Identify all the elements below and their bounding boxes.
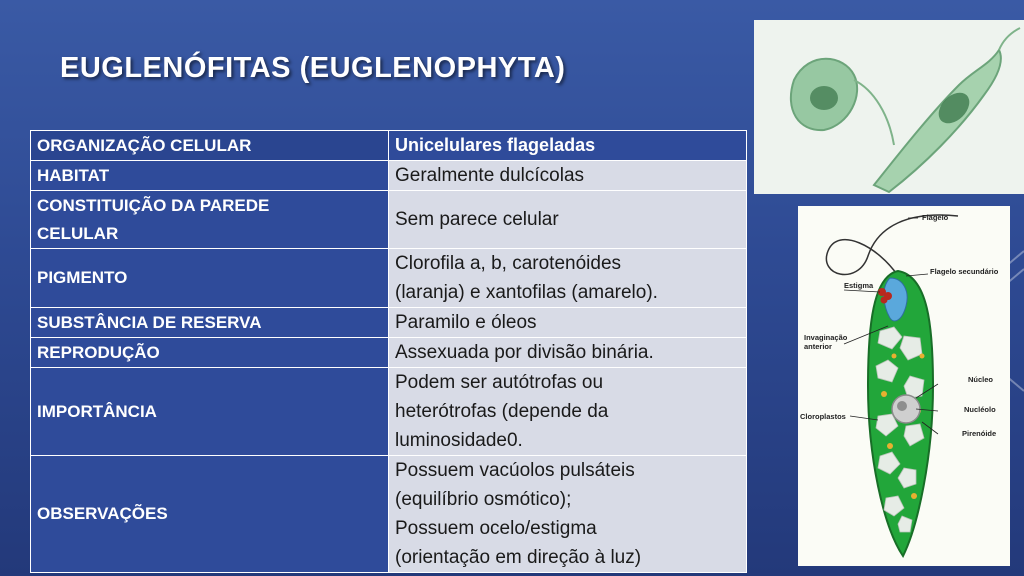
row-value: Sem parece celular bbox=[389, 191, 747, 249]
label-estigma: Estigma bbox=[844, 281, 874, 290]
label-nucleolo: Nucléolo bbox=[964, 405, 996, 414]
label-flagelo-secundario: Flagelo secundário bbox=[930, 267, 999, 276]
row-key: SUBSTÂNCIA DE RESERVA bbox=[31, 308, 389, 338]
euglena-diagram-illustration bbox=[798, 206, 1010, 566]
label-invaginacao-2: anterior bbox=[804, 342, 832, 351]
label-cloroplastos: Cloroplastos bbox=[800, 412, 846, 421]
row-key: OBSERVAÇÕES bbox=[31, 456, 389, 573]
table-row bbox=[31, 191, 747, 249]
row-value: Possuem vacúolos pulsáteis (equilíbrio osmótico); Possuem ocelo/estigma (orientação em direção à luz) bbox=[389, 456, 747, 573]
table-row bbox=[31, 308, 747, 338]
row-key: PIGMENTO bbox=[31, 249, 389, 308]
row-value: Podem ser autótrofas ou heterótrofas (depende da luminosidade0. bbox=[389, 368, 747, 456]
table-row bbox=[31, 456, 747, 573]
table-row bbox=[31, 368, 747, 456]
info-table bbox=[30, 130, 747, 573]
row-key: CONSTITUIÇÃO DA PAREDE CELULAR bbox=[31, 191, 389, 249]
label-pirenoide: Pirenóide bbox=[962, 429, 997, 438]
euglena-diagram bbox=[798, 206, 1010, 566]
row-value: Clorofila a, b, carotenóides (laranja) e xantofilas (amarelo). bbox=[389, 249, 747, 308]
row-key: REPRODUÇÃO bbox=[31, 338, 389, 368]
label-nucleo: Núcleo bbox=[968, 375, 994, 384]
row-value: Paramilo e óleos bbox=[389, 308, 747, 338]
table-row bbox=[31, 131, 747, 161]
table-row bbox=[31, 161, 747, 191]
label-flagelo: Flagelo bbox=[922, 213, 949, 222]
slide-title: EUGLENÓFITAS (EUGLENOPHYTA) bbox=[60, 52, 566, 84]
euglena-photo-illustration bbox=[754, 20, 1024, 194]
table-row bbox=[31, 338, 747, 368]
label-invaginacao-1: Invaginação bbox=[804, 333, 848, 342]
row-value: Unicelulares flageladas bbox=[389, 131, 747, 161]
table-row bbox=[31, 249, 747, 308]
row-key: IMPORTÂNCIA bbox=[31, 368, 389, 456]
row-value: Geralmente dulcícolas bbox=[389, 161, 747, 191]
nucleolus bbox=[897, 401, 907, 411]
euglena-photo bbox=[754, 20, 1024, 194]
row-value: Assexuada por divisão binária. bbox=[389, 338, 747, 368]
row-key: ORGANIZAÇÃO CELULAR bbox=[31, 131, 389, 161]
row-key: HABITAT bbox=[31, 161, 389, 191]
